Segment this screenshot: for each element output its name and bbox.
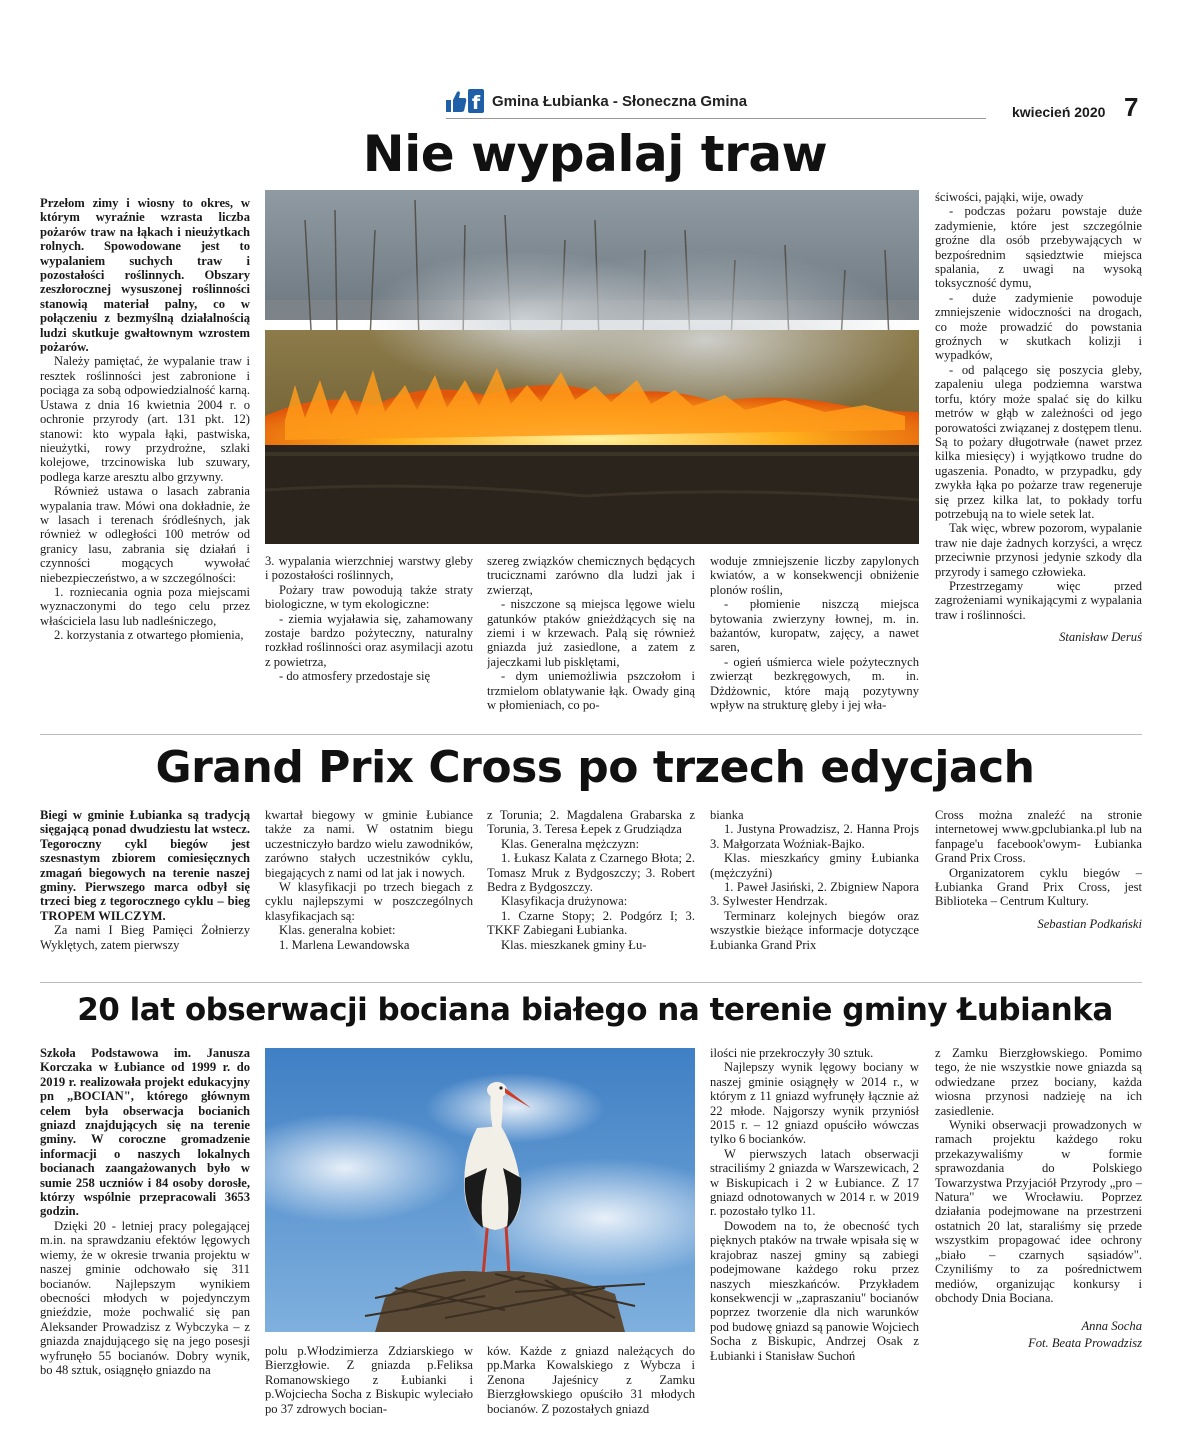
paragraph: 1. Paweł Jasiński, 2. Zbigniew Napora 3. Sylwester Hendrzak.	[710, 880, 919, 909]
article3-col3	[487, 1344, 695, 1420]
article2-col5	[935, 808, 1142, 976]
paragraph: Cross można znaleźć na stronie internetowej www.gpclubianka.pl lub na fanpage'u facebook'owym- Łubianka Grand Prix Cross.	[935, 808, 1142, 866]
paragraph: - ziemia wyjaławia się, zahamowany zostaje bardzo pożyteczny, naturalny rozkład roślinności oraz asymilacji azotu z powietrza,	[265, 611, 473, 669]
article1-lead: Przełom zimy i wiosny to okres, w którym wyraźnie wzrasta liczba pożarów traw na łąkach i nieużytkach rolnych. Spowodowane jest to wypalaniem suchych traw i pozostałości roślinnych. Obszary zeszłorocznej wysuszonej roślinności stanowią materiał palny, co w połączeniu z bezmyślną działalnością ludzi skutkuje gwałtownym wzrostem pożarów.	[40, 196, 250, 355]
paragraph: 2. korzystania z otwartego płomienia,	[54, 628, 244, 643]
paragraph: Wyniki obserwacji prowadzonych w ramach projektu każdego roku przekazywaliśmy w formie sprawozdania do Polskiego Towarzystwa Przyjaciół Przyrody „pro – Natura" we Wrocławiu. Poprzez działania podejmowane na przestrzeni ostatnich 20 lat, staraliśmy się przede wszystkim propagować idee ochrony „biało – czarnych sąsiadów". Czyniliśmy to za pośrednictwem mediów, organizując konkursy i obchody Dnia Bociana.	[935, 1118, 1142, 1305]
paragraph: 1. rozniecania ognia poza miejscami wyznaczonymi do tego celu przez właściciela lasu lub nadleśniczego,	[40, 584, 250, 628]
paragraph: woduje zmniejszenie liczby zapylonych kwiatów, a w konsekwencji obniżenie plonów roślin,	[710, 554, 919, 597]
paragraph: - niszczone są miejsca lęgowe wielu gatunków ptaków gnieżdżących się na ziemi i w krzewach. Palą się również gniazda już zasiedlone, a zatem z jajeczkami lub pisklętami,	[487, 597, 695, 669]
paragraph: Tak więc, wbrew pozorom, wypalanie traw nie daje żadnych korzyści, a wręcz przeciwnie przynosi jedynie szkody dla przyrody i samego człowieka.	[935, 521, 1142, 579]
article3-title: 20 lat obserwacji bociana białego na terenie gminy Łubianka	[77, 992, 1113, 1028]
article2-lead: Biegi w gminie Łubianka są tradycją sięgającą ponad dwudziestu lat wstecz. Tegoroczny cykl biegów jest szesnastym zbiorem comiesięcznych zmagań biegowych na terenie naszej gminy. Pierwszego marca odbył się trzeci bieg z tegorocznego cyklu – bieg TROPEM WILCZYM.	[40, 808, 250, 923]
paragraph: polu p.Włodzimierza Zdziarskiego w Bierzgłowie. Z gniazda p.Feliksa Romanowskiego z Łubianki i p.Wojciecha Socha z Biskupic wyleciało po 37 zdrowych bocian-	[265, 1344, 473, 1416]
paragraph: Klas. mieszkanek gminy Łu-	[501, 937, 647, 952]
issue-date: kwiecień 2020	[1012, 104, 1106, 120]
paragraph: W klasyfikacji po trzech biegach z cyklu najlepszymi w poszczególnych klasyfikacjach są:	[265, 880, 473, 923]
paragraph: z Zamku Bierzgłowskiego. Pomimo tego, że nie wszystkie nowe gniazda są odwiedzane przez bociany, każda wiosna przynosi nadzieję na ich zasiedlenie.	[935, 1046, 1142, 1118]
stork-photo	[265, 1048, 695, 1332]
paragraph: ków. Każde z gniazd należących do pp.Marka Kowalskiego z Wybcza i Zenona Jajeśnicy z Zamku Bierzgłowskiego opuściło 31 młodych bocianów. Z pozostałych gniazd	[487, 1344, 695, 1416]
paragraph: bianka	[710, 808, 744, 822]
page-number: 7	[1124, 92, 1139, 122]
paragraph: - płomienie niszczą miejsca bytowania zwierzyny łownej, m. in. bażantów, kuropatw, zajęcy, a nawet saren,	[710, 597, 919, 655]
photo-credit: Fot. Beata Prowadzisz	[1028, 1335, 1142, 1350]
paragraph: Pożary traw powodują także straty biologiczne, w tym ekologiczne:	[265, 582, 473, 612]
article3-col5	[935, 1046, 1142, 1420]
article1-col5	[935, 190, 1142, 726]
paragraph: kwartał biegowy w gminie Łubiance także za nami. W ostatnim biegu uczestniczyło bardzo wielu zawodników, zarówno stałych uczestników cyklu, biegających z nami od lat jak i nowych.	[265, 808, 473, 880]
paragraph: - ogień uśmierca wiele pożytecznych zwierząt bezkręgowych, m. in. Dżdżownic, które mają pozytywny wpływ na strukturę gleby i jej wła-	[710, 654, 919, 713]
svg-text:f: f	[471, 92, 481, 114]
paragraph: Organizatorem cyklu biegów – Łubianka Grand Prix Cross, jest Biblioteka – Centrum Kultury.	[935, 865, 1142, 909]
paragraph: - duże zadymienie powoduje zmniejszenie widoczności na drogach, co może prowadzić do powstania groźnych w skutkach kolizji i wypadków,	[935, 290, 1142, 363]
header-rule	[446, 118, 986, 119]
article3-col4	[710, 1046, 919, 1420]
paragraph: - do atmosfery przedostaje się	[279, 669, 431, 684]
article2-author: Sebastian Podkański	[1037, 916, 1142, 931]
article2-col3	[487, 808, 695, 976]
facebook-like-icon	[446, 88, 484, 114]
paragraph: Dowodem na to, że obecność tych pięknych ptaków na trwałe wpisała się w krajobraz naszej gminy są zabiegi podejmowane każdego roku przez naszych mieszkańców. Przykładem konsekwencji w „zapraszaniu" bocianów poprzez tworzenie dla nich warunków pod budowę gniazd są panowie Wojciech Socha z Biskupic, Andrzej Osak z Łubianki i Stanisław Suchoń	[710, 1218, 919, 1363]
paragraph: Klas. generalna kobiet:	[279, 923, 396, 938]
paragraph: - dym uniemożliwia pszczołom i trzmielom oblatywanie łąk. Owady giną w płomieniach, co po-	[487, 669, 695, 713]
paragraph: ilości nie przekroczyły 30 sztuk.	[710, 1046, 874, 1060]
paragraph: Najlepszy wynik lęgowy bociany w naszej gminie osiągnęły w 2014 r., w którym z 11 gniazd wyfrunęły łącznie aż 22 młode. Najgorszy wynik przyniósł 2015 r. – 12 gniazd opuściło wówczas tylko 6 bocianków.	[710, 1060, 919, 1147]
section-divider	[40, 734, 1142, 735]
paragraph: Dzięki 20 - letniej pracy polegającej m.in. na sprawdzaniu efektów lęgowych wiemy, że w okresie trwania projektu w naszej gminie odchowało się 311 bocianów. Najlepszym wynikiem obecności młodych w pojedynczym gnieździe, może pochwalić się pan Aleksander Prowadzisz z Wybczyka – z gniazda znajdującego się na jego posesji wyfrunęło 55 bocianów. Dobry wynik, bo 48 sztuk, osiągnęło gniazdo na	[40, 1218, 250, 1377]
paragraph: Terminarz kolejnych biegów oraz wszystkie bieżące informacje dotyczące Łubianka Grand Prix	[710, 908, 919, 952]
paragraph: Za nami I Bieg Pamięci Żołnierzy Wyklętych, zatem pierwszy	[40, 923, 250, 952]
paragraph: W pierwszych latach obserwacji straciliśmy 2 gniazda w Warszewicach, 2 w Biskupicach i 2 w Łubiance. Z 17 gniazd odnotowanych w 2014 r. w 2019 r. pozostało tylko 11.	[710, 1146, 919, 1219]
header-brand-text: Gmina Łubianka - Słoneczna Gmina	[492, 92, 748, 110]
section-divider	[40, 982, 1142, 983]
article3-col2	[265, 1344, 473, 1420]
article3-author: Anna Socha	[1081, 1319, 1142, 1334]
paragraph: 1. Marlena Lewandowska	[279, 937, 410, 952]
article2-col2	[265, 808, 473, 976]
article3-lead: Szkoła Podstawowa im. Janusza Korczaka w Łubiance od 1999 r. do 2019 r. realizowała projekt edukacyjny pn „BOCIAN", którego głównym celem była obserwacja bocianich gniazd znajdujących się na terenie gminy. W coroczne gromadzenie informacji o naszych lokalnych bocianach zaangażowanych było w sumie 258 uczniów i 84 osoby dorosłe, którzy wspólnie przepracowali 3653 godzin.	[40, 1046, 250, 1219]
paragraph: - podczas pożaru powstaje duże zadymienie, które jest szczególnie groźne dla osób przebywających w bezpośrednim sąsiedztwie miejsca spalania, z uwagi na wysoką toksyczność dymu,	[935, 204, 1142, 291]
paragraph: 3. wypalania wierzchniej warstwy gleby i pozostałości roślinnych,	[265, 554, 473, 583]
paragraph: Klasyfikacja drużynowa:	[501, 894, 628, 909]
paragraph: 1. Justyna Prowadzisz, 2. Hanna Projs 3. Małgorzata Woźniak-Bajko.	[710, 822, 919, 851]
header-brand	[446, 88, 747, 114]
paragraph: Należy pamiętać, że wypalanie traw i resztek roślinności jest zabronione i pociąga za sobą odpowiedzialność karną. Ustawa z dnia 16 kwietnia 2004 r. o ochronie przyrody (art. 131 pkt. 12) stanowi: kto wypala łąki, pastwiska, nieużytki, rowy przydrożne, szlaki kolejowe, trzcinowiska lub szuwary, podlega karze aresztu albo grzywny.	[40, 354, 250, 484]
paragraph: szereg związków chemicznych będących trucicznami zarówno dla ludzi jak i zwierząt,	[487, 554, 695, 597]
article1-title: Nie wypalaj traw	[362, 125, 828, 183]
article2-col1	[40, 808, 250, 976]
article2-col4	[710, 808, 919, 976]
paragraph: ściwości, pająki, wije, owady	[935, 190, 1084, 204]
paragraph: Przestrzegamy więc przed zagrożeniami wynikającymi z wypalania traw i roślinności.	[935, 578, 1142, 622]
article1-col4	[710, 554, 919, 722]
paragraph: 1. Czarne Stopy; 2. Podgórz I; 3. TKKF Zabiegani Łubianka.	[487, 908, 695, 938]
article1-col3	[487, 554, 695, 722]
article3-col1	[40, 1046, 250, 1418]
grass-fire-photo	[265, 190, 919, 544]
article1-col2	[265, 554, 473, 722]
paragraph: Klas. Generalna mężczyzn:	[501, 836, 640, 851]
article2-title: Grand Prix Cross po trzech edycjach	[155, 742, 1035, 793]
paragraph: z Torunia; 2. Magdalena Grabarska z Torunia, 3. Teresa Łepek z Grudziądza	[487, 808, 695, 837]
article1-author: Stanisław Deruś	[1059, 630, 1142, 645]
paragraph: 1. Łukasz Kalata z Czarnego Błota; 2. Tomasz Mruk z Bydgoszczy; 3. Robert Bedra z Bydgoszczy.	[487, 851, 695, 895]
paragraph: - od palącego się poszycia gleby, zapaleniu ulega podziemna warstwa torfu, który może spalać się do kilku metrów w głąb w zależności od jego porowatości związanej z dostępem tlenu. Są to pożary długotrwałe (nawet przez kilka miesięcy) i wyjątkowo trudne do ugaszenia. Ponadto, w przypadku, gdy zwykła łąka po pożarze traw regeneruje się przez kilka lat, to pokłady torfu potrzebują na to wiele setek lat.	[935, 362, 1142, 521]
article1-col1	[40, 196, 250, 720]
paragraph: Również ustawa o lasach zabrania wypalania traw. Mówi ona dokładnie, że w lasach i terenach śródleśnych, jak również w odległości 100 metrów od granicy lasu, zabrania się działań i czynności mogących wywołać niebezpieczeństwo, a w szczególności:	[40, 484, 250, 585]
paragraph: Klas. mieszkańcy gminy Łubianka (mężczyźni)	[710, 851, 919, 880]
